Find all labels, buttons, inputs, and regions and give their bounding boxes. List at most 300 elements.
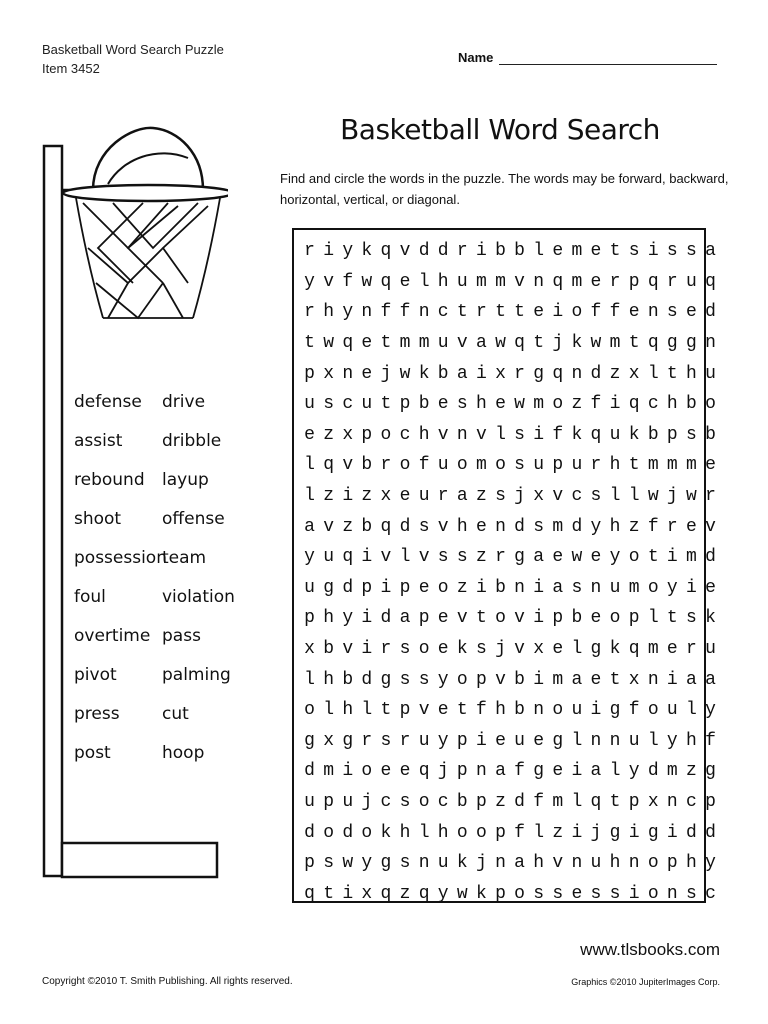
grid-letter[interactable]: o — [552, 700, 564, 721]
grid-letter[interactable]: b — [418, 394, 430, 415]
grid-letter[interactable]: h — [533, 853, 545, 874]
grid-letter[interactable]: x — [628, 669, 640, 690]
grid-letter[interactable]: c — [380, 791, 392, 812]
grid-letter[interactable]: o — [456, 822, 468, 843]
grid-letter[interactable]: t — [380, 700, 392, 721]
grid-letter[interactable]: c — [342, 394, 354, 415]
grid-letter[interactable]: e — [418, 577, 430, 598]
grid-letter[interactable]: y — [342, 241, 354, 262]
grid-letter[interactable]: p — [552, 608, 564, 629]
grid-letter[interactable]: z — [323, 424, 335, 445]
grid-letter[interactable]: u — [456, 271, 468, 292]
grid-letter[interactable]: e — [590, 669, 602, 690]
grid-letter[interactable]: y — [304, 271, 315, 292]
grid-letter[interactable]: k — [380, 822, 392, 843]
grid-letter[interactable]: e — [705, 577, 716, 598]
grid-letter[interactable]: f — [533, 791, 545, 812]
grid-letter[interactable]: n — [628, 853, 640, 874]
letter-grid[interactable] — [300, 236, 720, 909]
grid-letter[interactable]: p — [628, 271, 640, 292]
grid-letter[interactable]: m — [475, 271, 487, 292]
grid-letter[interactable]: n — [418, 302, 430, 323]
grid-letter[interactable]: c — [399, 424, 411, 445]
grid-letter[interactable]: g — [686, 333, 697, 354]
grid-letter[interactable]: s — [590, 883, 602, 904]
grid-letter[interactable]: r — [380, 639, 392, 660]
grid-letter[interactable]: i — [628, 883, 640, 904]
grid-letter[interactable]: p — [666, 424, 678, 445]
grid-letter[interactable]: p — [399, 577, 411, 598]
grid-letter[interactable]: i — [361, 547, 373, 568]
grid-letter[interactable]: g — [609, 822, 621, 843]
grid-letter[interactable]: w — [361, 271, 373, 292]
grid-letter[interactable]: i — [342, 486, 354, 507]
grid-letter[interactable]: w — [514, 394, 525, 415]
grid-letter[interactable]: w — [495, 333, 506, 354]
word-search-grid[interactable] — [292, 228, 716, 904]
grid-letter[interactable]: s — [495, 486, 506, 507]
grid-letter[interactable]: e — [437, 608, 449, 629]
grid-letter[interactable]: b — [361, 516, 373, 537]
grid-letter[interactable]: m — [666, 455, 678, 476]
grid-letter[interactable]: i — [342, 883, 354, 904]
grid-letter[interactable]: l — [647, 363, 659, 384]
grid-letter[interactable]: z — [475, 486, 487, 507]
grid-letter[interactable]: y — [437, 730, 449, 751]
grid-letter[interactable]: p — [495, 822, 506, 843]
grid-letter[interactable]: i — [666, 547, 678, 568]
grid-letter[interactable]: l — [418, 271, 430, 292]
grid-letter[interactable]: t — [666, 608, 678, 629]
grid-letter[interactable]: q — [418, 761, 430, 782]
grid-letter[interactable]: s — [533, 516, 545, 537]
grid-letter[interactable]: e — [552, 761, 564, 782]
grid-letter[interactable]: g — [533, 761, 545, 782]
grid-letter[interactable]: o — [495, 455, 506, 476]
grid-letter[interactable]: r — [495, 547, 506, 568]
grid-letter[interactable]: q — [705, 271, 716, 292]
grid-letter[interactable]: i — [533, 577, 545, 598]
grid-letter[interactable]: c — [437, 302, 449, 323]
grid-letter[interactable]: m — [323, 761, 335, 782]
grid-letter[interactable]: m — [418, 333, 430, 354]
grid-letter[interactable]: g — [323, 577, 335, 598]
grid-letter[interactable]: s — [666, 241, 678, 262]
grid-letter[interactable]: a — [475, 333, 487, 354]
grid-letter[interactable]: g — [705, 761, 716, 782]
grid-letter[interactable]: j — [437, 761, 449, 782]
grid-letter[interactable]: q — [380, 883, 392, 904]
grid-letter[interactable]: e — [399, 761, 411, 782]
grid-letter[interactable]: u — [609, 577, 621, 598]
grid-letter[interactable]: q — [628, 394, 640, 415]
grid-letter[interactable]: e — [437, 394, 449, 415]
grid-letter[interactable]: u — [418, 486, 430, 507]
grid-letter[interactable]: d — [380, 608, 392, 629]
grid-letter[interactable]: m — [666, 761, 678, 782]
grid-letter[interactable]: q — [418, 883, 430, 904]
grid-letter[interactable]: y — [590, 516, 602, 537]
grid-letter[interactable]: l — [495, 424, 506, 445]
grid-letter[interactable]: c — [705, 883, 716, 904]
grid-letter[interactable]: v — [418, 547, 430, 568]
grid-letter[interactable]: b — [705, 424, 716, 445]
grid-letter[interactable]: k — [361, 241, 373, 262]
grid-letter[interactable]: s — [399, 669, 411, 690]
grid-letter[interactable]: n — [514, 577, 525, 598]
name-field[interactable] — [458, 50, 717, 65]
grid-letter[interactable]: v — [437, 516, 449, 537]
grid-letter[interactable]: u — [323, 547, 335, 568]
grid-letter[interactable]: l — [533, 241, 545, 262]
grid-letter[interactable]: e — [590, 271, 602, 292]
grid-letter[interactable]: u — [666, 700, 678, 721]
grid-letter[interactable]: r — [686, 639, 697, 660]
grid-letter[interactable]: r — [437, 486, 449, 507]
grid-letter[interactable]: b — [495, 577, 506, 598]
grid-letter[interactable]: h — [323, 302, 335, 323]
grid-letter[interactable]: h — [418, 424, 430, 445]
grid-letter[interactable]: n — [533, 271, 545, 292]
grid-letter[interactable]: s — [456, 394, 468, 415]
grid-letter[interactable]: s — [456, 547, 468, 568]
grid-letter[interactable]: h — [323, 608, 335, 629]
grid-letter[interactable]: s — [686, 883, 697, 904]
grid-letter[interactable]: g — [380, 853, 392, 874]
grid-letter[interactable]: a — [705, 669, 716, 690]
grid-letter[interactable]: h — [437, 822, 449, 843]
grid-letter[interactable]: o — [647, 700, 659, 721]
grid-letter[interactable]: p — [666, 853, 678, 874]
grid-letter[interactable]: q — [647, 271, 659, 292]
grid-letter[interactable]: e — [495, 394, 506, 415]
grid-letter[interactable]: q — [342, 547, 354, 568]
grid-letter[interactable]: i — [475, 577, 487, 598]
grid-letter[interactable]: w — [456, 883, 468, 904]
grid-letter[interactable]: n — [342, 363, 354, 384]
grid-letter[interactable]: a — [590, 761, 602, 782]
grid-letter[interactable]: e — [437, 639, 449, 660]
grid-letter[interactable]: g — [514, 547, 525, 568]
grid-letter[interactable]: p — [418, 608, 430, 629]
grid-letter[interactable]: i — [628, 822, 640, 843]
grid-letter[interactable]: k — [705, 608, 716, 629]
grid-letter[interactable]: v — [456, 333, 468, 354]
grid-letter[interactable]: x — [533, 639, 545, 660]
grid-letter[interactable]: d — [705, 822, 716, 843]
grid-letter[interactable]: s — [380, 730, 392, 751]
grid-letter[interactable]: s — [323, 394, 335, 415]
grid-letter[interactable]: t — [380, 394, 392, 415]
grid-letter[interactable]: d — [399, 516, 411, 537]
grid-letter[interactable]: s — [399, 639, 411, 660]
grid-letter[interactable]: i — [571, 822, 583, 843]
grid-letter[interactable]: x — [342, 424, 354, 445]
grid-letter[interactable]: l — [628, 486, 640, 507]
grid-letter[interactable]: v — [323, 516, 335, 537]
grid-letter[interactable]: l — [686, 700, 697, 721]
grid-letter[interactable]: k — [456, 853, 468, 874]
grid-letter[interactable]: v — [380, 547, 392, 568]
grid-letter[interactable]: o — [628, 547, 640, 568]
grid-letter[interactable]: f — [475, 700, 487, 721]
grid-letter[interactable]: q — [628, 639, 640, 660]
grid-letter[interactable]: q — [552, 363, 564, 384]
grid-letter[interactable]: q — [590, 791, 602, 812]
grid-letter[interactable]: l — [571, 639, 583, 660]
grid-letter[interactable]: o — [552, 394, 564, 415]
grid-letter[interactable]: p — [456, 761, 468, 782]
grid-letter[interactable]: d — [705, 302, 716, 323]
grid-letter[interactable]: e — [590, 608, 602, 629]
grid-letter[interactable]: u — [437, 333, 449, 354]
grid-letter[interactable]: v — [437, 424, 449, 445]
grid-letter[interactable]: q — [380, 516, 392, 537]
grid-letter[interactable]: b — [361, 455, 373, 476]
grid-letter[interactable]: o — [418, 791, 430, 812]
grid-letter[interactable]: u — [571, 700, 583, 721]
grid-letter[interactable]: e — [571, 883, 583, 904]
grid-letter[interactable]: v — [552, 853, 564, 874]
grid-letter[interactable]: w — [399, 363, 411, 384]
grid-letter[interactable]: n — [590, 577, 602, 598]
grid-letter[interactable]: r — [475, 302, 487, 323]
grid-letter[interactable]: k — [571, 424, 583, 445]
grid-letter[interactable]: o — [475, 822, 487, 843]
grid-letter[interactable]: x — [628, 363, 640, 384]
grid-letter[interactable]: t — [609, 241, 621, 262]
grid-letter[interactable]: z — [475, 547, 487, 568]
grid-letter[interactable]: r — [361, 730, 373, 751]
grid-letter[interactable]: b — [456, 791, 468, 812]
grid-letter[interactable]: o — [647, 883, 659, 904]
grid-letter[interactable]: d — [571, 516, 583, 537]
grid-letter[interactable]: k — [475, 883, 487, 904]
grid-letter[interactable]: t — [323, 883, 335, 904]
grid-letter[interactable]: l — [533, 822, 545, 843]
grid-letter[interactable]: m — [475, 455, 487, 476]
grid-letter[interactable]: g — [380, 669, 392, 690]
grid-letter[interactable]: d — [361, 669, 373, 690]
grid-letter[interactable]: x — [361, 883, 373, 904]
grid-letter[interactable]: z — [552, 822, 564, 843]
grid-letter[interactable]: v — [514, 639, 525, 660]
grid-letter[interactable]: l — [609, 761, 621, 782]
grid-letter[interactable]: a — [495, 761, 506, 782]
grid-letter[interactable]: z — [342, 516, 354, 537]
grid-letter[interactable]: x — [304, 639, 315, 660]
grid-letter[interactable]: p — [304, 363, 315, 384]
grid-letter[interactable]: e — [533, 302, 545, 323]
grid-letter[interactable]: h — [609, 516, 621, 537]
grid-letter[interactable]: n — [571, 363, 583, 384]
grid-letter[interactable]: b — [323, 639, 335, 660]
grid-letter[interactable]: s — [514, 455, 525, 476]
grid-letter[interactable]: m — [647, 455, 659, 476]
grid-letter[interactable]: n — [475, 761, 487, 782]
grid-letter[interactable]: p — [628, 791, 640, 812]
grid-letter[interactable]: i — [361, 608, 373, 629]
grid-letter[interactable]: b — [647, 424, 659, 445]
grid-letter[interactable]: p — [705, 791, 716, 812]
grid-letter[interactable]: u — [533, 455, 545, 476]
grid-letter[interactable]: m — [495, 271, 506, 292]
grid-letter[interactable]: v — [418, 700, 430, 721]
grid-letter[interactable]: l — [399, 547, 411, 568]
grid-letter[interactable]: a — [304, 516, 315, 537]
grid-letter[interactable]: s — [399, 791, 411, 812]
grid-letter[interactable]: s — [399, 853, 411, 874]
grid-letter[interactable]: t — [647, 547, 659, 568]
grid-letter[interactable]: q — [647, 333, 659, 354]
grid-letter[interactable]: s — [418, 516, 430, 537]
grid-letter[interactable]: b — [437, 363, 449, 384]
grid-letter[interactable]: z — [323, 486, 335, 507]
grid-letter[interactable]: v — [323, 271, 335, 292]
grid-letter[interactable]: e — [666, 639, 678, 660]
grid-letter[interactable]: q — [304, 883, 315, 904]
grid-letter[interactable]: w — [571, 547, 583, 568]
grid-letter[interactable]: s — [437, 547, 449, 568]
grid-letter[interactable]: z — [686, 761, 697, 782]
grid-letter[interactable]: o — [418, 639, 430, 660]
grid-letter[interactable]: d — [647, 761, 659, 782]
grid-letter[interactable]: t — [609, 669, 621, 690]
grid-letter[interactable]: f — [552, 424, 564, 445]
grid-letter[interactable]: u — [705, 639, 716, 660]
grid-letter[interactable]: f — [418, 455, 430, 476]
grid-letter[interactable]: r — [590, 455, 602, 476]
grid-letter[interactable]: l — [571, 730, 583, 751]
grid-letter[interactable]: s — [475, 639, 487, 660]
grid-letter[interactable]: t — [380, 333, 392, 354]
grid-letter[interactable]: s — [686, 241, 697, 262]
grid-letter[interactable]: e — [590, 241, 602, 262]
grid-letter[interactable]: t — [609, 791, 621, 812]
grid-letter[interactable]: a — [686, 669, 697, 690]
grid-letter[interactable]: i — [533, 669, 545, 690]
grid-letter[interactable]: z — [495, 791, 506, 812]
grid-letter[interactable]: f — [342, 271, 354, 292]
grid-letter[interactable]: f — [628, 700, 640, 721]
grid-letter[interactable]: e — [361, 363, 373, 384]
grid-letter[interactable]: d — [418, 241, 430, 262]
grid-letter[interactable]: b — [571, 608, 583, 629]
grid-letter[interactable]: o — [647, 853, 659, 874]
grid-letter[interactable]: y — [342, 608, 354, 629]
grid-letter[interactable]: m — [571, 241, 583, 262]
grid-letter[interactable]: w — [686, 486, 697, 507]
grid-letter[interactable]: e — [304, 424, 315, 445]
grid-letter[interactable]: d — [514, 791, 525, 812]
grid-letter[interactable]: d — [304, 822, 315, 843]
grid-letter[interactable]: u — [304, 394, 315, 415]
grid-letter[interactable]: k — [628, 424, 640, 445]
grid-letter[interactable]: o — [437, 577, 449, 598]
grid-letter[interactable]: p — [361, 424, 373, 445]
grid-letter[interactable]: e — [705, 455, 716, 476]
grid-letter[interactable]: d — [342, 577, 354, 598]
grid-letter[interactable]: y — [609, 547, 621, 568]
grid-letter[interactable]: j — [590, 822, 602, 843]
grid-letter[interactable]: n — [571, 853, 583, 874]
grid-letter[interactable]: h — [686, 730, 697, 751]
grid-letter[interactable]: j — [495, 639, 506, 660]
grid-letter[interactable]: b — [514, 241, 525, 262]
grid-letter[interactable]: l — [304, 669, 315, 690]
grid-letter[interactable]: w — [590, 333, 602, 354]
grid-letter[interactable]: n — [609, 730, 621, 751]
grid-letter[interactable]: p — [399, 700, 411, 721]
grid-letter[interactable]: o — [609, 608, 621, 629]
grid-letter[interactable]: h — [686, 363, 697, 384]
grid-letter[interactable]: n — [456, 424, 468, 445]
grid-letter[interactable]: a — [533, 547, 545, 568]
grid-letter[interactable]: v — [552, 486, 564, 507]
grid-letter[interactable]: p — [361, 577, 373, 598]
grid-letter[interactable]: d — [514, 516, 525, 537]
grid-letter[interactable]: n — [533, 700, 545, 721]
grid-letter[interactable]: m — [628, 577, 640, 598]
grid-letter[interactable]: x — [323, 363, 335, 384]
grid-letter[interactable]: n — [495, 853, 506, 874]
grid-letter[interactable]: i — [647, 241, 659, 262]
grid-letter[interactable]: u — [342, 791, 354, 812]
grid-letter[interactable]: a — [456, 363, 468, 384]
grid-letter[interactable]: i — [475, 363, 487, 384]
grid-letter[interactable]: q — [380, 271, 392, 292]
grid-letter[interactable]: s — [686, 608, 697, 629]
grid-letter[interactable]: d — [437, 241, 449, 262]
grid-letter[interactable]: o — [361, 822, 373, 843]
grid-letter[interactable]: e — [552, 639, 564, 660]
grid-letter[interactable]: h — [437, 271, 449, 292]
grid-letter[interactable]: d — [342, 822, 354, 843]
grid-letter[interactable]: b — [514, 669, 525, 690]
grid-letter[interactable]: b — [514, 700, 525, 721]
grid-letter[interactable]: r — [666, 271, 678, 292]
grid-letter[interactable]: n — [418, 853, 430, 874]
grid-letter[interactable]: a — [514, 853, 525, 874]
grid-letter[interactable]: v — [475, 424, 487, 445]
grid-letter[interactable]: v — [514, 608, 525, 629]
grid-letter[interactable]: o — [380, 424, 392, 445]
grid-letter[interactable]: h — [323, 669, 335, 690]
grid-letter[interactable]: f — [705, 730, 716, 751]
grid-letter[interactable]: m — [552, 791, 564, 812]
grid-letter[interactable]: p — [456, 730, 468, 751]
grid-letter[interactable]: t — [495, 302, 506, 323]
grid-letter[interactable]: v — [342, 639, 354, 660]
grid-letter[interactable]: u — [361, 394, 373, 415]
grid-letter[interactable]: j — [475, 853, 487, 874]
grid-letter[interactable]: l — [304, 486, 315, 507]
grid-letter[interactable]: g — [552, 730, 564, 751]
grid-letter[interactable]: i — [533, 608, 545, 629]
grid-letter[interactable]: z — [456, 577, 468, 598]
grid-letter[interactable]: i — [609, 394, 621, 415]
grid-letter[interactable]: j — [361, 791, 373, 812]
grid-letter[interactable]: a — [456, 486, 468, 507]
grid-letter[interactable]: s — [323, 853, 335, 874]
grid-letter[interactable]: e — [399, 271, 411, 292]
grid-letter[interactable]: e — [399, 486, 411, 507]
grid-letter[interactable]: v — [399, 241, 411, 262]
grid-letter[interactable]: h — [475, 394, 487, 415]
grid-letter[interactable]: m — [552, 516, 564, 537]
grid-letter[interactable]: q — [323, 455, 335, 476]
grid-letter[interactable]: a — [399, 608, 411, 629]
